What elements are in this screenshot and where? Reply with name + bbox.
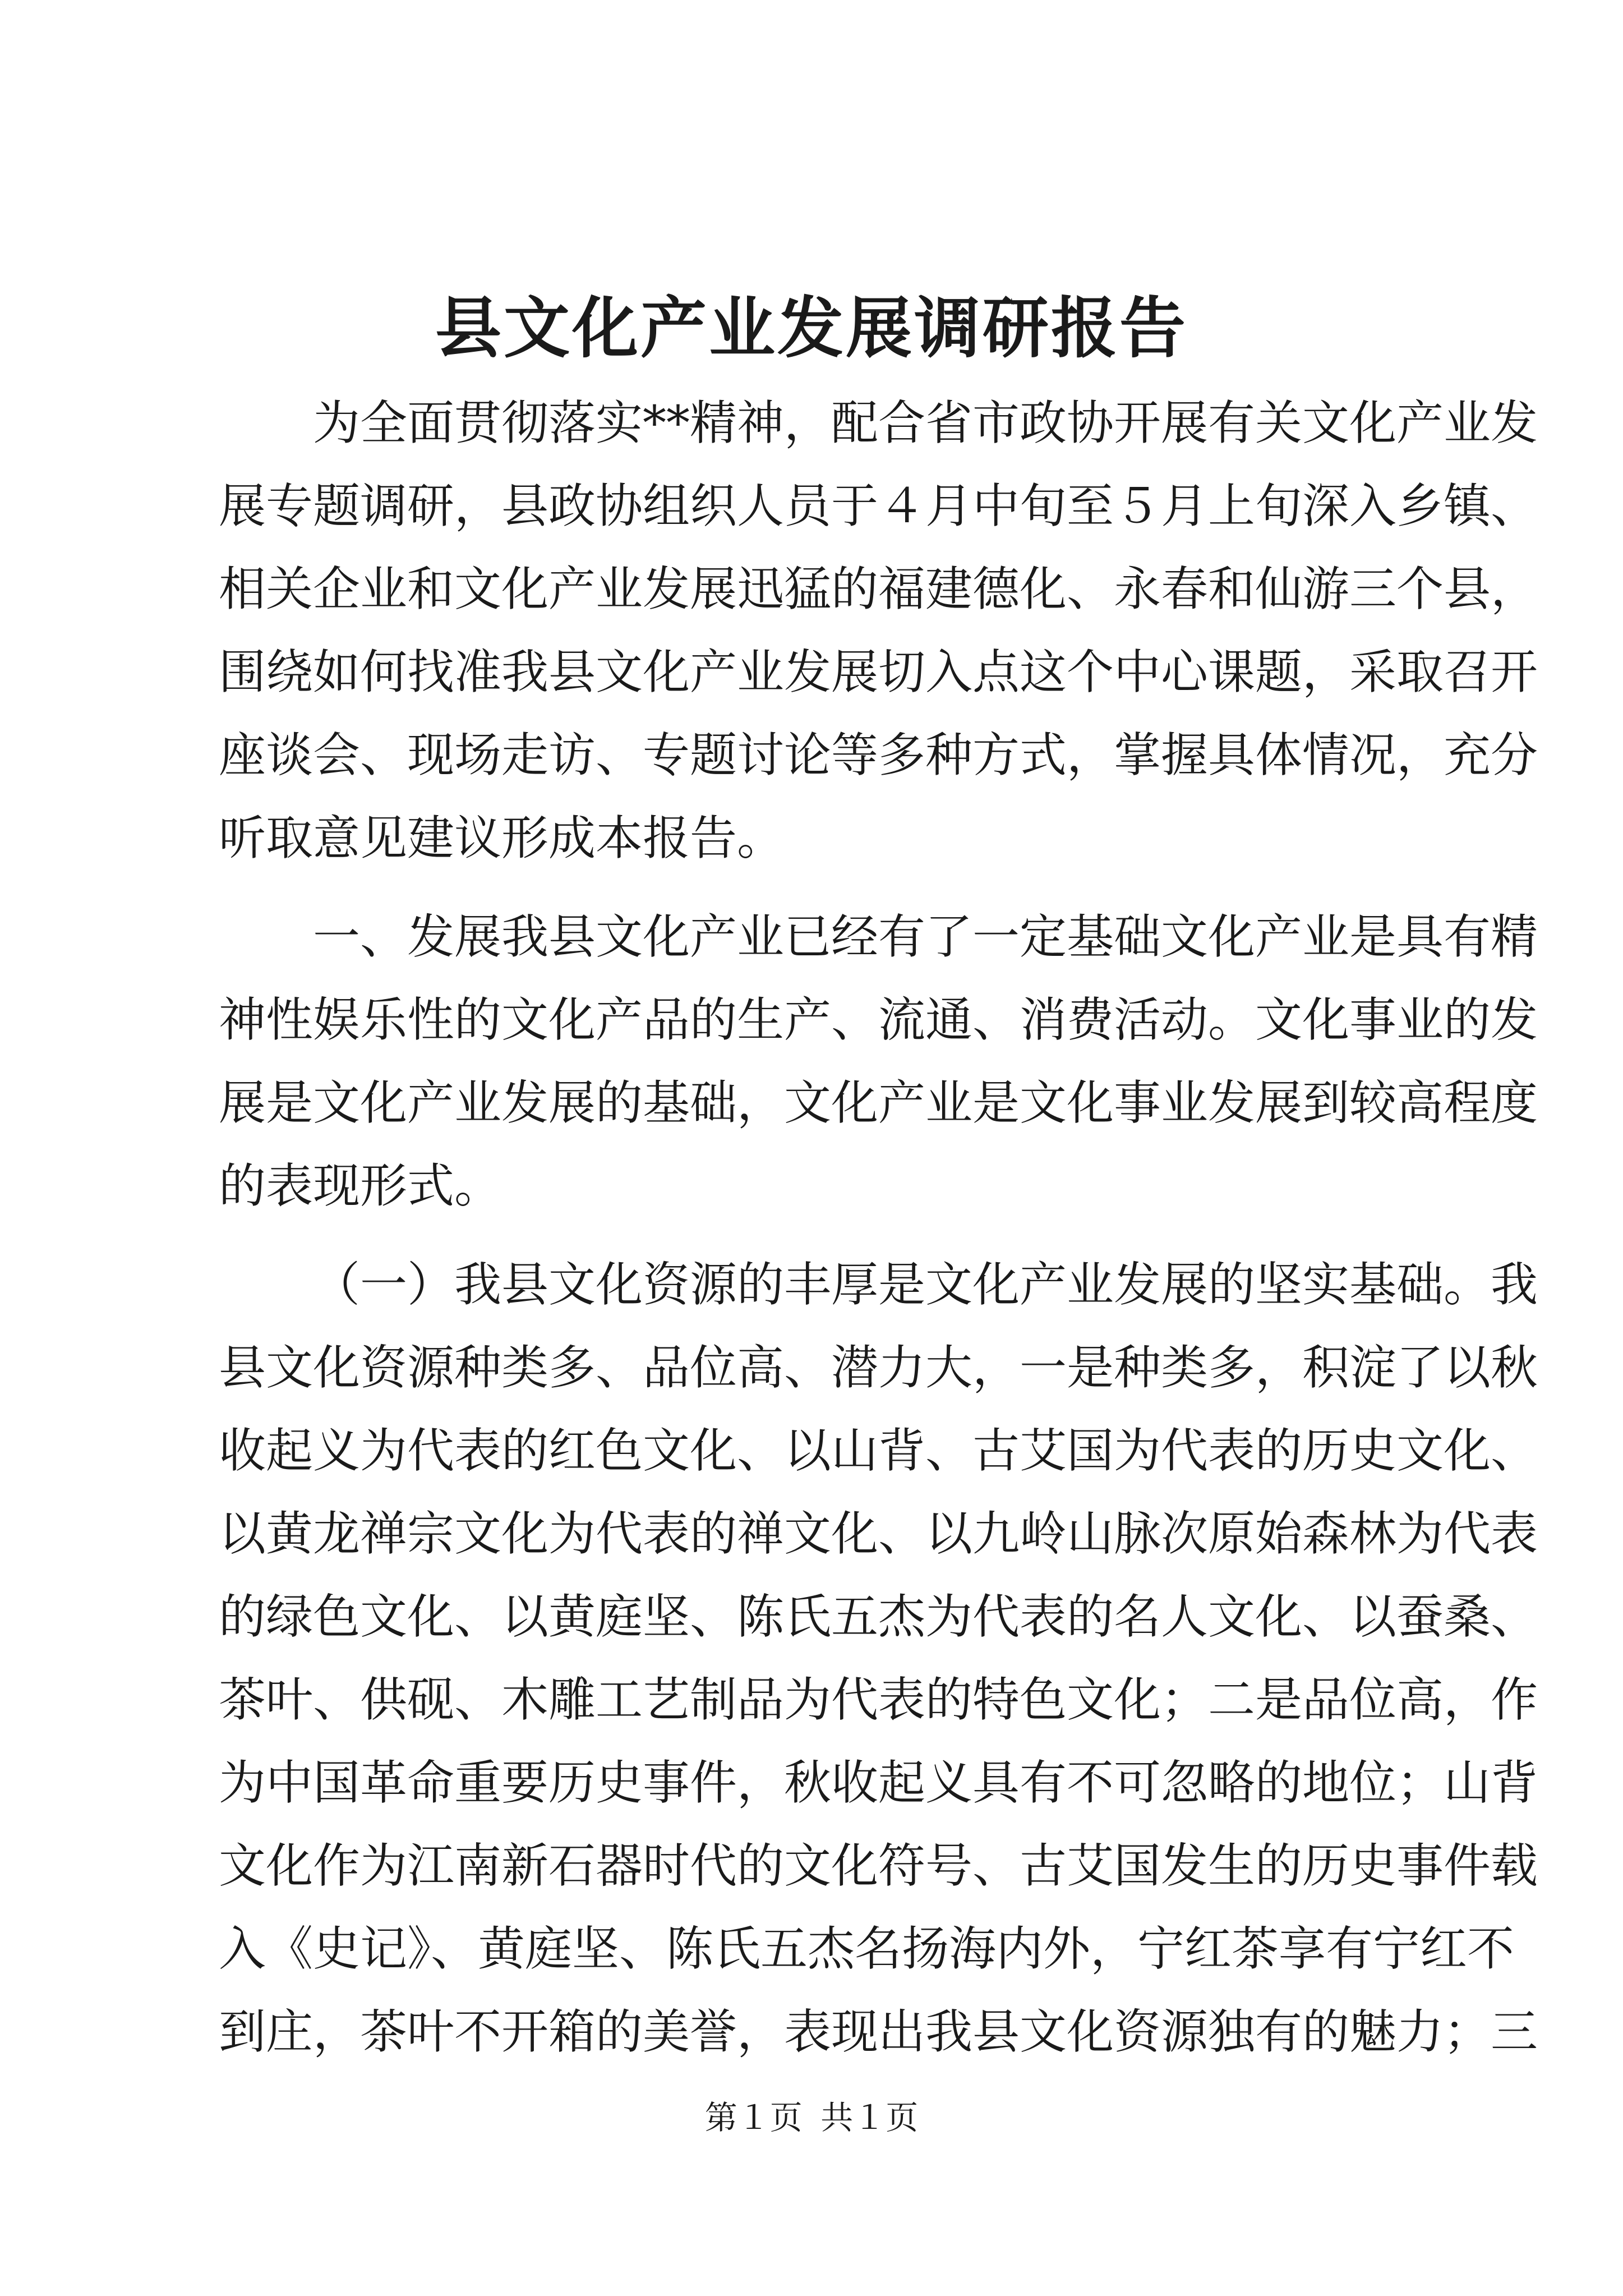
document-body bbox=[219, 381, 1538, 2073]
paragraph-line: 相关企业和文化产业发展迅猛的福建德化、永春和仙游三个县， bbox=[219, 562, 1538, 616]
paragraph-line: 的表现形式。 bbox=[219, 1158, 502, 1213]
paragraph-line: 到庄，茶叶不开箱的美誉，表现出我县文化资源独有的魅力；三 bbox=[219, 2004, 1538, 2059]
paragraph-intro bbox=[219, 381, 1538, 880]
paragraph-line: 展是文化产业发展的基础，文化产业是文化事业发展到较高程度 bbox=[219, 1075, 1538, 1130]
paragraph-line: （一）我县文化资源的丰厚是文化产业发展的坚实基础。我 bbox=[313, 1257, 1538, 1312]
paragraph-line: 收起义为代表的红色文化、以山背、古艾国为代表的历史文化、 bbox=[219, 1423, 1538, 1478]
paragraph-section-one bbox=[219, 895, 1538, 1227]
paragraph-line: 以黄龙禅宗文化为代表的禅文化、以九岭山脉次原始森林为代表 bbox=[219, 1506, 1538, 1561]
paragraph-line: 文化作为江南新石器时代的文化符号、古艾国发生的历史事件载 bbox=[219, 1838, 1538, 1893]
paragraph-line: 围绕如何找准我县文化产业发展切入点这个中心课题，采取召开 bbox=[219, 645, 1538, 700]
paragraph-line: 一、发展我县文化产业已经有了一定基础文化产业是具有精 bbox=[313, 909, 1538, 964]
document-title: 县文化产业发展调研报告 bbox=[435, 289, 1188, 367]
paragraph-subsection-one bbox=[219, 1243, 1538, 2073]
paragraph-line: 听取意见建议形成本报告。 bbox=[219, 811, 785, 866]
paragraph-line: 为中国革命重要历史事件，秋收起义具有不可忽略的地位；山背 bbox=[219, 1755, 1538, 1810]
paragraph-line: 座谈会、现场走访、专题讨论等多种方式，掌握具体情况，充分 bbox=[219, 728, 1538, 783]
paragraph-line: 的绿色文化、以黄庭坚、陈氏五杰为代表的名人文化、以蚕桑、 bbox=[219, 1589, 1538, 1644]
paragraph-line: 入《史记》、黄庭坚、陈氏五杰名扬海内外，宁红茶享有宁红不 bbox=[219, 1921, 1515, 1976]
paragraph-line: 神性娱乐性的文化产品的生产、流通、消费活动。文化事业的发 bbox=[219, 992, 1538, 1047]
paragraph-line: 为全面贯彻落实**精神，配合省市政协开展有关文化产业发 bbox=[313, 395, 1538, 450]
paragraph-line: 茶叶、供砚、木雕工艺制品为代表的特色文化；二是品位高，作 bbox=[219, 1672, 1538, 1727]
page-number-footer: 第１页 共１页 bbox=[704, 2099, 919, 2137]
paragraph-line: 县文化资源种类多、品位高、潜力大，一是种类多，积淀了以秋 bbox=[219, 1340, 1538, 1395]
paragraph-line: 展专题调研，县政协组织人员于４月中旬至５月上旬深入乡镇、 bbox=[219, 478, 1538, 533]
